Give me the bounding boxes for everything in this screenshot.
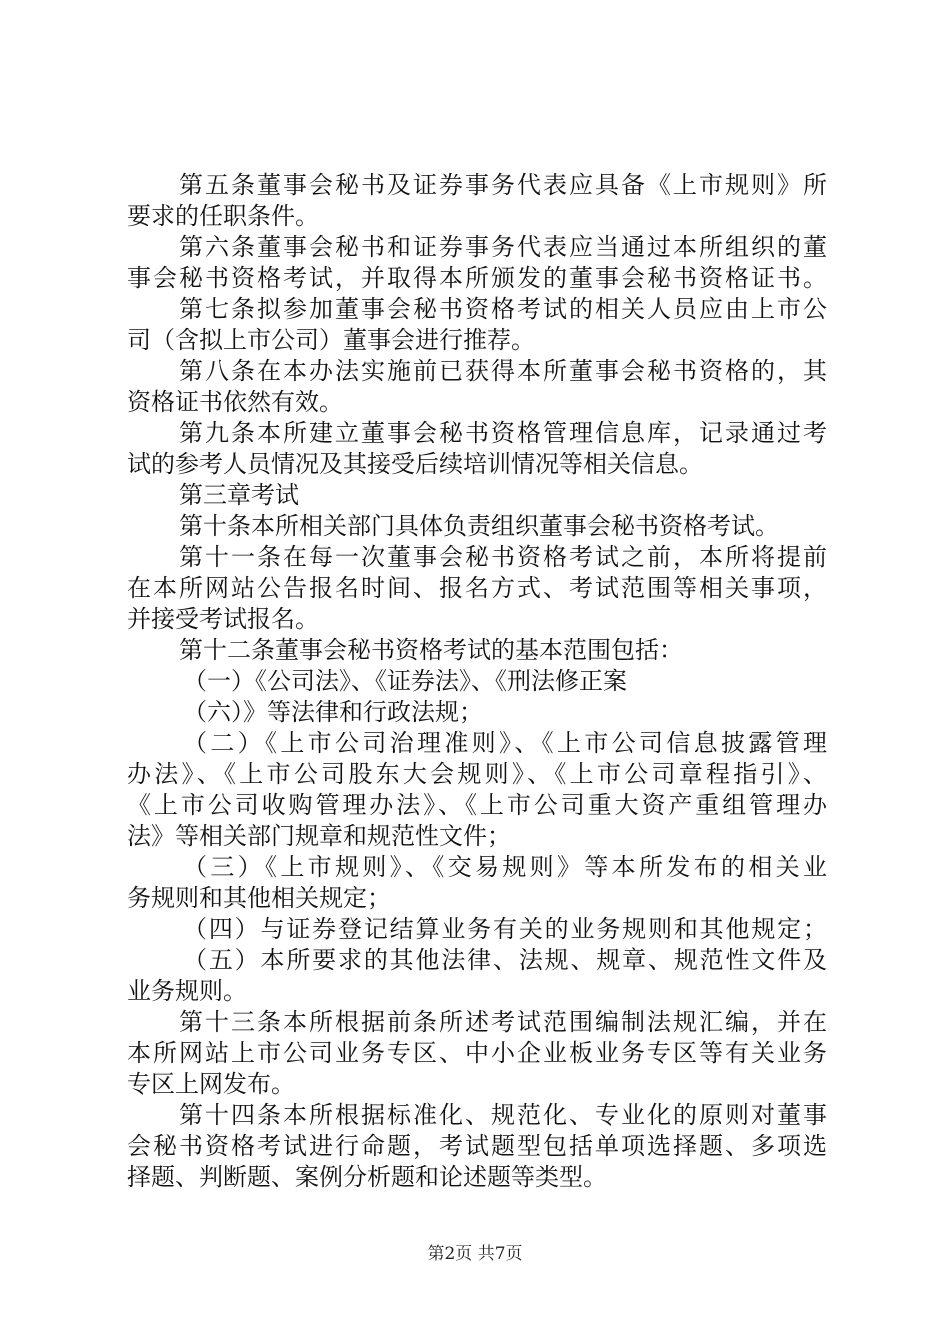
text-line: 会秘书资格考试进行命题，考试题型包括单项选择题、多项选 <box>127 1132 827 1160</box>
text-line: 第十三条本所根据前条所述考试范围编制法规汇编，并在 <box>179 1008 827 1036</box>
text-line: 《上市公司收购管理办法》、《上市公司重大资产重组管理办 <box>127 791 827 819</box>
text-line: 业务规则。 <box>127 977 247 1005</box>
text-line: （六）》等法律和行政法规； <box>183 698 483 726</box>
text-line: （二）《上市公司治理准则》、《上市公司信息披露管理 <box>183 729 827 757</box>
text-line: 法》等相关部门规章和规范性文件； <box>127 822 511 850</box>
text-line: 第五条董事会秘书及证券事务代表应具备《上市规则》所 <box>179 171 827 199</box>
text-line: （一）《公司法》、《证券法》、《刑法修正案 <box>183 667 627 695</box>
text-line: 第十条本所相关部门具体负责组织董事会秘书资格考试。 <box>179 512 779 540</box>
text-line: 办法》、《上市公司股东大会规则》、《上市公司章程指引》、 <box>127 760 827 788</box>
text-line: 第六条董事会秘书和证券事务代表应当通过本所组织的董 <box>179 233 827 261</box>
text-line: 司（含拟上市公司）董事会进行推荐。 <box>127 326 535 354</box>
text-line: 第十四条本所根据标准化、规范化、专业化的原则对董事 <box>179 1101 827 1129</box>
page-footer: 第2页 共7页 <box>427 1244 523 1264</box>
text-line: 第九条本所建立董事会秘书资格管理信息库，记录通过考 <box>179 419 827 447</box>
text-line: 务规则和其他相关规定； <box>127 884 391 912</box>
text-line: （五）本所要求的其他法律、法规、规章、规范性文件及 <box>183 946 827 974</box>
text-line: （三）《上市规则》、《交易规则》等本所发布的相关业 <box>183 853 827 881</box>
chapter-heading: 第三章考试 <box>179 481 299 509</box>
text-line: 资格证书依然有效。 <box>127 388 343 416</box>
text-line: 第十一条在每一次董事会秘书资格考试之前，本所将提前 <box>179 543 827 571</box>
text-line: 本所网站上市公司业务专区、中小企业板业务专区等有关业务 <box>127 1039 827 1067</box>
text-line: 第七条拟参加董事会秘书资格考试的相关人员应由上市公 <box>179 295 827 323</box>
text-line: 在本所网站公告报名时间、报名方式、考试范围等相关事项， <box>127 574 827 602</box>
text-line: 事会秘书资格考试，并取得本所颁发的董事会秘书资格证书。 <box>127 264 827 292</box>
text-line: 第十二条董事会秘书资格考试的基本范围包括： <box>179 636 683 664</box>
text-line: （四）与证券登记结算业务有关的业务规则和其他规定； <box>183 915 827 943</box>
text-line: 要求的任职条件。 <box>127 202 319 230</box>
text-line: 试的参考人员情况及其接受后续培训情况等相关信息。 <box>127 450 703 478</box>
document-body <box>127 170 827 1193</box>
text-line: 并接受考试报名。 <box>127 605 319 633</box>
text-line: 专区上网发布。 <box>127 1070 295 1098</box>
text-line: 择题、判断题、案例分析题和论述题等类型。 <box>127 1163 607 1191</box>
text-line: 第八条在本办法实施前已获得本所董事会秘书资格的，其 <box>179 357 827 385</box>
